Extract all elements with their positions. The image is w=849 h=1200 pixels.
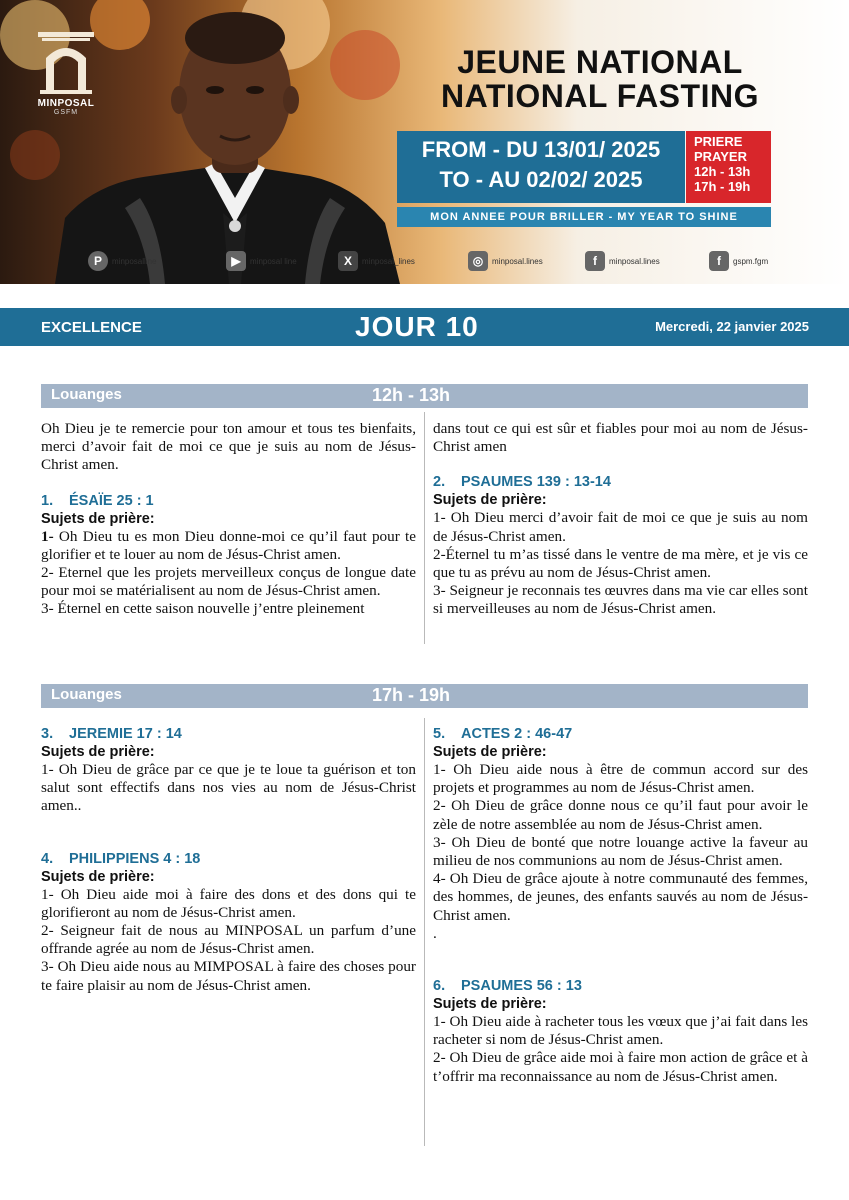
prayer-times-box bbox=[686, 131, 771, 203]
social-handle: gspm.fgm bbox=[733, 256, 769, 266]
prayer-item: 1- Oh Dieu merci d’avoir fait de moi ce que je suis au nom de Jésus-Christ amen. bbox=[433, 509, 808, 545]
day-theme: EXCELLENCE bbox=[41, 319, 142, 336]
scripture-reference: 2. PSAUMES 139 : 13-14 bbox=[433, 474, 611, 491]
prayer-subject-label: Sujets de prière: bbox=[41, 744, 155, 760]
facebook-icon: f bbox=[585, 251, 605, 271]
prayer-item: 4- Oh Dieu de grâce ajoute à notre communauté des femmes, des hommes, de jeunes, des enfants sauvés au nom de Jésus-Christ amen. bbox=[433, 870, 808, 924]
social-link-instagram[interactable] bbox=[468, 250, 543, 272]
facebook-icon: f bbox=[709, 251, 729, 271]
day-date: Mercredi, 22 janvier 2025 bbox=[655, 319, 809, 334]
intro-text: Oh Dieu je te remercie pour ton amour et tous tes bienfaits, merci d’avoir fait de moi ce que je suis au nom de Jésus-Christ amen. bbox=[41, 420, 416, 474]
social-link-x[interactable] bbox=[338, 250, 415, 272]
column-divider bbox=[424, 412, 425, 644]
prayer-item: 1- Oh Dieu tu es mon Dieu donne-moi ce qu’il faut pour te glorifier et te louer au nom de Jésus-Christ amen. bbox=[41, 527, 416, 563]
prayer-subject-label: Sujets de prière: bbox=[433, 492, 547, 509]
section-1-right-column bbox=[433, 420, 808, 619]
prayer-time-2: 17h - 19h bbox=[694, 179, 751, 194]
social-link-youtube[interactable] bbox=[226, 250, 297, 272]
social-handle: minposal_lines bbox=[362, 256, 415, 266]
date-to: TO - AU 02/02/ 2025 bbox=[439, 167, 643, 192]
instagram-icon: ◎ bbox=[468, 251, 488, 271]
prayer-label-en: PRAYER bbox=[694, 149, 747, 164]
pastor-portrait bbox=[55, 8, 415, 284]
prayer-item: 3- Oh Dieu aide nous au MIMPOSAL à faire des choses pour te faire plaisir au nom de Jésus-Christ amen. bbox=[41, 958, 416, 994]
section-2-left-column bbox=[41, 725, 416, 995]
trailing-dot: . bbox=[433, 924, 437, 942]
section-label: Louanges bbox=[51, 686, 122, 703]
slogan-bar: MON ANNEE POUR BRILLER - MY YEAR TO SHINE bbox=[397, 207, 771, 227]
social-link-facebook-gspm[interactable] bbox=[709, 250, 768, 272]
social-handle: minposal line bbox=[250, 256, 297, 266]
prayer-item: 3- Oh Dieu de bonté que notre louange active la faveur au milieu de nos communions au nom de Jésus-Christ amen. bbox=[433, 833, 808, 870]
prayer-item: 3- Éternel en cette saison nouvelle j’entre pleinement bbox=[41, 600, 365, 618]
youtube-icon: ▶ bbox=[226, 251, 246, 271]
scripture-reference: 1. ÉSAÏE 25 : 1 bbox=[41, 492, 154, 509]
social-link-facebook[interactable] bbox=[585, 250, 660, 272]
social-handle: minposal.lines bbox=[492, 256, 543, 266]
column-divider bbox=[424, 718, 425, 1146]
prayer-item: 3- Seigneur je reconnais tes œuvres dans ma vie car elles sont si merveilleuses au nom de Jésus-Christ amen. bbox=[433, 582, 808, 618]
x-icon: X bbox=[338, 251, 358, 271]
logo-subtitle: GSFM bbox=[53, 109, 79, 116]
title-line-fr: JEUNE NATIONAL bbox=[457, 44, 743, 80]
prayer-item: 2- Oh Dieu de grâce aide moi à faire mon action de grâce et à t’offrir ma reconnaissance au nom de Jésus-Christ amen. bbox=[433, 1049, 808, 1085]
day-number: JOUR 10 bbox=[355, 311, 479, 342]
prayer-item: 2- Eternel que les projets merveilleux conçus de longue date pour moi se matérialisent au nom de Jésus-Christ amen. bbox=[41, 564, 416, 600]
scripture-reference: 4. PHILIPPIENS 4 : 18 bbox=[41, 850, 201, 867]
header-banner bbox=[0, 0, 849, 284]
pinterest-icon: P bbox=[88, 251, 108, 271]
prayer-subject-label: Sujets de prière: bbox=[433, 744, 547, 760]
prayer-item: 1- Oh Dieu aide à racheter tous les vœux que j’ai fait dans les racheter si nom de Jésus-Christ amen. bbox=[433, 1013, 808, 1049]
date-range-box bbox=[397, 131, 685, 203]
prayer-time-1: 12h - 13h bbox=[694, 164, 751, 179]
social-handle: minposalline bbox=[112, 256, 157, 266]
prayer-label-fr: PRIERE bbox=[694, 134, 743, 149]
prayer-item: 1- Oh Dieu aide nous à être de commun accord sur des projets et programmes au nom de Jésus-Christ amen. bbox=[433, 761, 808, 797]
prayer-item: 1- Oh Dieu de grâce par ce que je te loue ta guérison et ton salut sont effectifs dans nos vies au nom de Jésus-Christ amen.. bbox=[41, 761, 416, 815]
section-2-right-column bbox=[433, 725, 808, 1086]
day-bar bbox=[0, 308, 849, 346]
scripture-reference: 6. PSAUMES 56 : 13 bbox=[433, 978, 582, 995]
prayer-subject-label: Sujets de prière: bbox=[41, 868, 155, 885]
title-line-en: NATIONAL FASTING bbox=[441, 78, 759, 114]
scripture-reference: 5. ACTES 2 : 46-47 bbox=[433, 726, 573, 742]
section-1-left-column bbox=[41, 420, 416, 619]
prayer-item: 2-Éternel tu m’as tissé dans le ventre de ma mère, et je vis ce que tu as prévu au nom de Jésus-Christ amen. bbox=[433, 545, 808, 582]
prayer-subject-label: Sujets de prière: bbox=[41, 510, 155, 527]
scripture-reference: 3. JEREMIE 17 : 14 bbox=[41, 726, 182, 742]
social-handle: minposal.lines bbox=[609, 256, 660, 266]
social-links bbox=[0, 248, 849, 274]
continuation-text: dans tout ce qui est sûr et fiables pour moi au nom de Jésus-Christ amen bbox=[433, 420, 808, 456]
bokeh-light bbox=[10, 130, 60, 180]
prayer-item: 2- Seigneur fait de nous au MINPOSAL un parfum d’une offrande agrée au nom de Jésus-Christ amen. bbox=[41, 922, 416, 958]
section-label: Louanges bbox=[51, 386, 122, 403]
section-time: 12h - 13h bbox=[372, 385, 451, 405]
logo-name: MINPOSAL bbox=[37, 98, 95, 109]
prayer-item: 1- Oh Dieu aide moi à faire des dons et des dons qui te glorifieront au nom de Jésus-Christ amen. bbox=[41, 885, 416, 921]
date-from: FROM - DU 13/01/ 2025 bbox=[421, 137, 661, 162]
event-title bbox=[390, 45, 810, 113]
social-link-pinterest[interactable] bbox=[88, 250, 156, 272]
section-header-midday bbox=[41, 384, 808, 408]
section-time: 17h - 19h bbox=[372, 685, 451, 705]
prayer-item: 2- Oh Dieu de grâce donne nous ce qu’il faut pour avoir le zèle de notre assemblée au nom de Jésus-Christ amen. bbox=[433, 797, 808, 833]
prayer-subject-label: Sujets de prière: bbox=[433, 996, 547, 1013]
section-header-evening bbox=[41, 684, 808, 708]
